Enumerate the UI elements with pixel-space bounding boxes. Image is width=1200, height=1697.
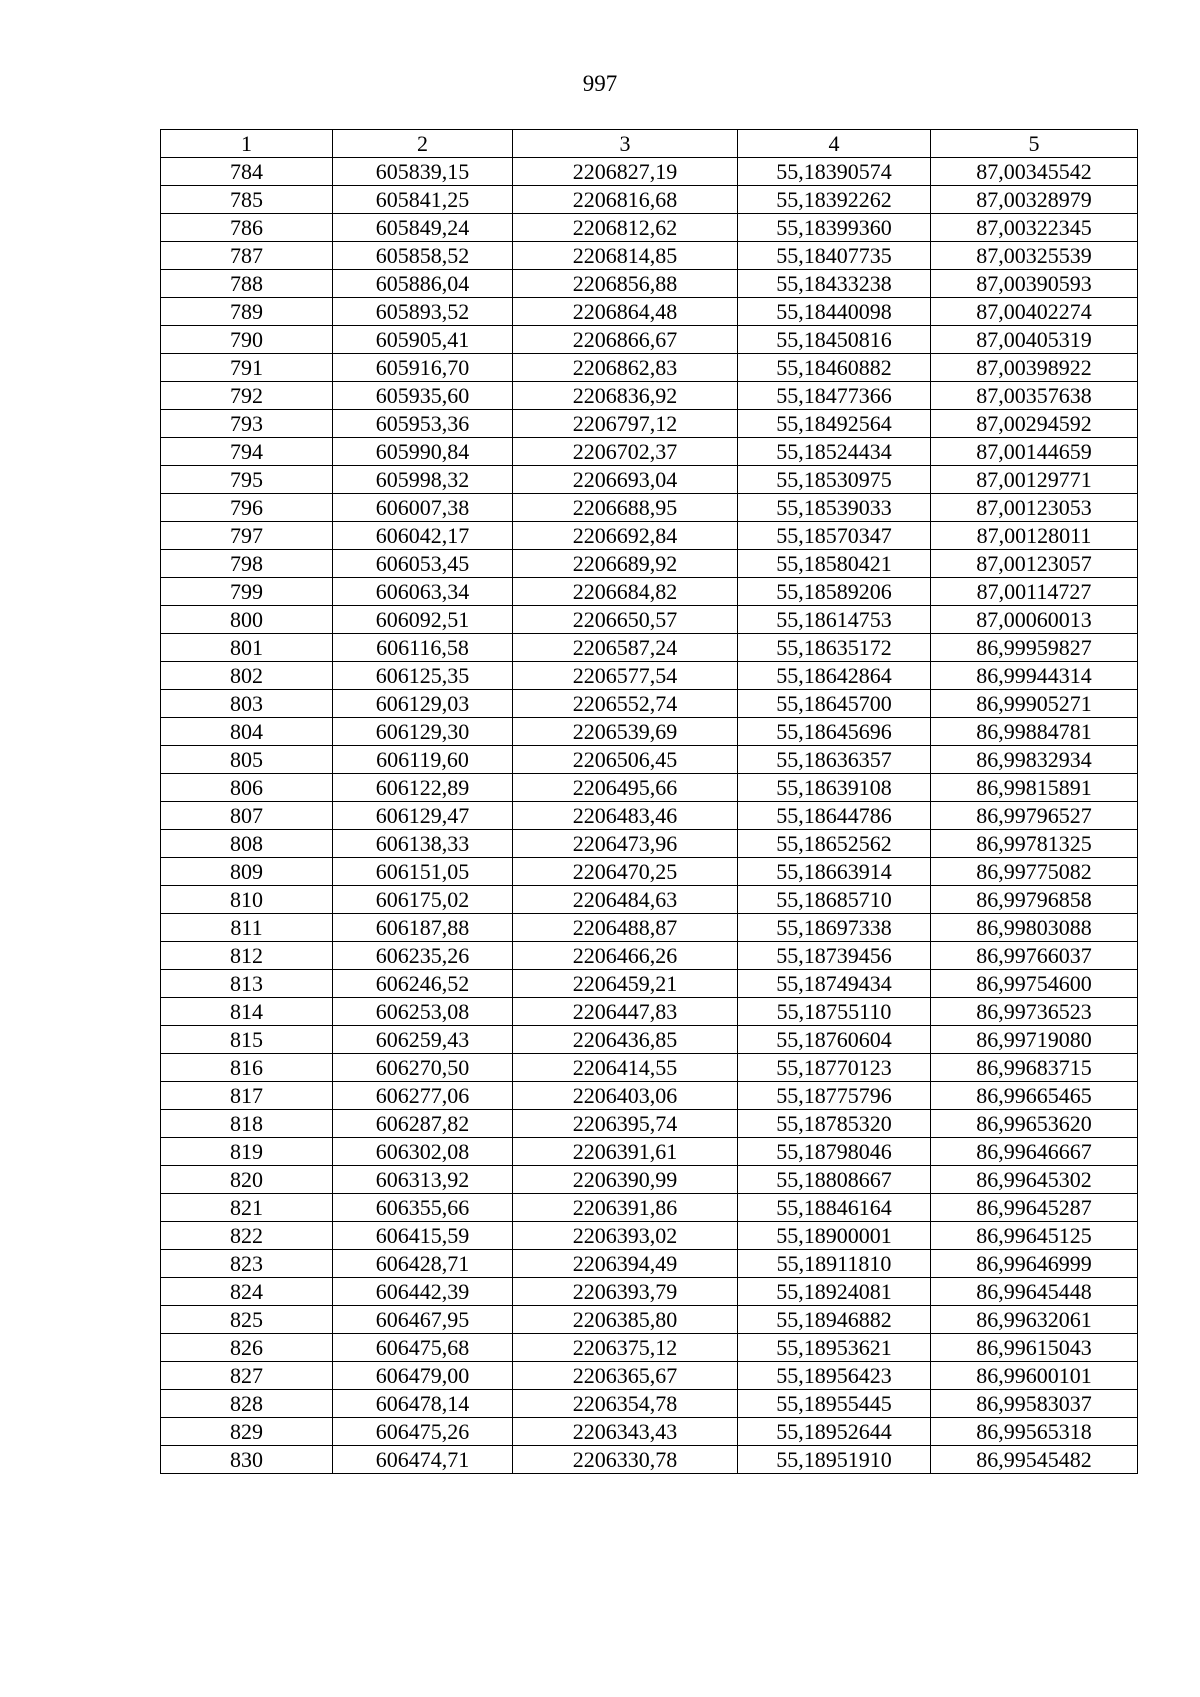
table-row (161, 634, 1138, 662)
table-cell-col-4: 55,18645700 (738, 690, 931, 718)
table-cell-col-3: 2206436,85 (513, 1026, 738, 1054)
table-cell-col-4: 55,18739456 (738, 942, 931, 970)
table-cell-col-3: 2206343,43 (513, 1418, 738, 1446)
table-row (161, 578, 1138, 606)
table-cell-col-5: 86,99781325 (931, 830, 1138, 858)
table-cell-col-5: 86,99832934 (931, 746, 1138, 774)
table-cell-col-1: 818 (161, 1110, 333, 1138)
table-cell-col-2: 606138,33 (333, 830, 513, 858)
table-cell-col-1: 805 (161, 746, 333, 774)
table-cell-col-5: 87,00128011 (931, 522, 1138, 550)
table-cell-col-1: 812 (161, 942, 333, 970)
table-cell-col-5: 86,99803088 (931, 914, 1138, 942)
table-cell-col-3: 2206394,49 (513, 1250, 738, 1278)
table-cell-col-3: 2206459,21 (513, 970, 738, 998)
table-cell-col-4: 55,18956423 (738, 1362, 931, 1390)
table-cell-col-3: 2206812,62 (513, 214, 738, 242)
table-cell-col-4: 55,18951910 (738, 1446, 931, 1474)
table-cell-col-1: 796 (161, 494, 333, 522)
table-cell-col-5: 86,99645287 (931, 1194, 1138, 1222)
table-cell-col-1: 807 (161, 802, 333, 830)
table-cell-col-1: 787 (161, 242, 333, 270)
table-cell-col-4: 55,18952644 (738, 1418, 931, 1446)
table-row (161, 970, 1138, 998)
table-body (161, 158, 1138, 1474)
table-row (161, 830, 1138, 858)
table-cell-col-5: 87,00114727 (931, 578, 1138, 606)
table-cell-col-2: 605905,41 (333, 326, 513, 354)
column-header-2: 2 (333, 130, 513, 158)
table-cell-col-1: 816 (161, 1054, 333, 1082)
table-cell-col-5: 86,99683715 (931, 1054, 1138, 1082)
table-cell-col-2: 606129,03 (333, 690, 513, 718)
table-cell-col-3: 2206391,61 (513, 1138, 738, 1166)
table-cell-col-4: 55,18749434 (738, 970, 931, 998)
table-cell-col-3: 2206483,46 (513, 802, 738, 830)
table-cell-col-5: 86,99615043 (931, 1334, 1138, 1362)
table-cell-col-1: 786 (161, 214, 333, 242)
table-row (161, 746, 1138, 774)
table-row (161, 690, 1138, 718)
table-row (161, 326, 1138, 354)
table-cell-col-2: 605953,36 (333, 410, 513, 438)
table-cell-col-2: 606125,35 (333, 662, 513, 690)
table-cell-col-1: 792 (161, 382, 333, 410)
table-cell-col-1: 795 (161, 466, 333, 494)
table-cell-col-5: 87,00325539 (931, 242, 1138, 270)
table-cell-col-5: 86,99944314 (931, 662, 1138, 690)
table-cell-col-1: 824 (161, 1278, 333, 1306)
table-cell-col-1: 789 (161, 298, 333, 326)
table-cell-col-3: 2206354,78 (513, 1390, 738, 1418)
table-cell-col-3: 2206862,83 (513, 354, 738, 382)
table-cell-col-2: 606042,17 (333, 522, 513, 550)
table-cell-col-4: 55,18524434 (738, 438, 931, 466)
table-row (161, 438, 1138, 466)
table-cell-col-3: 2206827,19 (513, 158, 738, 186)
table-cell-col-2: 606415,59 (333, 1222, 513, 1250)
table-cell-col-4: 55,18392262 (738, 186, 931, 214)
table-cell-col-5: 87,00322345 (931, 214, 1138, 242)
table-row (161, 522, 1138, 550)
table-cell-col-3: 2206539,69 (513, 718, 738, 746)
table-cell-col-5: 87,00060013 (931, 606, 1138, 634)
table-cell-col-1: 791 (161, 354, 333, 382)
table-row (161, 1166, 1138, 1194)
table-cell-col-4: 55,18924081 (738, 1278, 931, 1306)
table-cell-col-2: 606116,58 (333, 634, 513, 662)
table-cell-col-3: 2206816,68 (513, 186, 738, 214)
table-cell-col-5: 86,99646999 (931, 1250, 1138, 1278)
table-cell-col-3: 2206375,12 (513, 1334, 738, 1362)
table-cell-col-5: 87,00123057 (931, 550, 1138, 578)
table-cell-col-2: 605839,15 (333, 158, 513, 186)
table-row (161, 1194, 1138, 1222)
header-row (161, 130, 1138, 158)
table-cell-col-2: 606063,34 (333, 578, 513, 606)
table-cell-col-5: 86,99645302 (931, 1166, 1138, 1194)
table-cell-col-3: 2206650,57 (513, 606, 738, 634)
table-cell-col-2: 606479,00 (333, 1362, 513, 1390)
table-cell-col-2: 606129,30 (333, 718, 513, 746)
table-row (161, 886, 1138, 914)
table-cell-col-2: 606129,47 (333, 802, 513, 830)
table-row (161, 1418, 1138, 1446)
table-cell-col-4: 55,18440098 (738, 298, 931, 326)
table-cell-col-3: 2206385,80 (513, 1306, 738, 1334)
table-cell-col-4: 55,18808667 (738, 1166, 931, 1194)
table-cell-col-5: 87,00357638 (931, 382, 1138, 410)
table-cell-col-4: 55,18697338 (738, 914, 931, 942)
table-cell-col-4: 55,18645696 (738, 718, 931, 746)
table-cell-col-5: 87,00294592 (931, 410, 1138, 438)
table-cell-col-5: 86,99736523 (931, 998, 1138, 1026)
table-cell-col-2: 606277,06 (333, 1082, 513, 1110)
table-cell-col-3: 2206506,45 (513, 746, 738, 774)
table-cell-col-4: 55,18639108 (738, 774, 931, 802)
table-row (161, 718, 1138, 746)
table-row (161, 550, 1138, 578)
table-cell-col-2: 606119,60 (333, 746, 513, 774)
table-row (161, 606, 1138, 634)
table-cell-col-1: 806 (161, 774, 333, 802)
table-cell-col-4: 55,18570347 (738, 522, 931, 550)
table-row (161, 1110, 1138, 1138)
table-cell-col-1: 785 (161, 186, 333, 214)
table-cell-col-1: 790 (161, 326, 333, 354)
table-cell-col-5: 87,00328979 (931, 186, 1138, 214)
table-cell-col-2: 605858,52 (333, 242, 513, 270)
table-row (161, 1222, 1138, 1250)
table-cell-col-4: 55,18755110 (738, 998, 931, 1026)
table-cell-col-1: 798 (161, 550, 333, 578)
table-cell-col-3: 2206688,95 (513, 494, 738, 522)
table-cell-col-2: 606270,50 (333, 1054, 513, 1082)
table-cell-col-1: 825 (161, 1306, 333, 1334)
table-cell-col-2: 606442,39 (333, 1278, 513, 1306)
column-header-3: 3 (513, 130, 738, 158)
table-cell-col-4: 55,18407735 (738, 242, 931, 270)
table-row (161, 466, 1138, 494)
table-row (161, 242, 1138, 270)
table-cell-col-5: 86,99600101 (931, 1362, 1138, 1390)
table-row (161, 1082, 1138, 1110)
table-cell-col-3: 2206495,66 (513, 774, 738, 802)
table-cell-col-2: 606475,26 (333, 1418, 513, 1446)
table-cell-col-2: 606122,89 (333, 774, 513, 802)
table-row (161, 1278, 1138, 1306)
table-cell-col-5: 86,99653620 (931, 1110, 1138, 1138)
table-cell-col-3: 2206393,02 (513, 1222, 738, 1250)
table-cell-col-1: 814 (161, 998, 333, 1026)
table-cell-col-5: 86,99884781 (931, 718, 1138, 746)
table-cell-col-2: 606467,95 (333, 1306, 513, 1334)
table-cell-col-1: 821 (161, 1194, 333, 1222)
table-row (161, 942, 1138, 970)
table-cell-col-3: 2206395,74 (513, 1110, 738, 1138)
table-cell-col-5: 86,99565318 (931, 1418, 1138, 1446)
table-cell-col-4: 55,18539033 (738, 494, 931, 522)
table-cell-col-4: 55,18460882 (738, 354, 931, 382)
table-row (161, 298, 1138, 326)
table-cell-col-1: 815 (161, 1026, 333, 1054)
table-cell-col-1: 797 (161, 522, 333, 550)
table-cell-col-4: 55,18530975 (738, 466, 931, 494)
table-cell-col-4: 55,18785320 (738, 1110, 931, 1138)
table-row (161, 998, 1138, 1026)
table-row (161, 1250, 1138, 1278)
table-cell-col-2: 606355,66 (333, 1194, 513, 1222)
table-cell-col-3: 2206864,48 (513, 298, 738, 326)
table-cell-col-2: 606478,14 (333, 1390, 513, 1418)
table-cell-col-5: 87,00345542 (931, 158, 1138, 186)
table-cell-col-5: 86,99719080 (931, 1026, 1138, 1054)
table-row (161, 662, 1138, 690)
table-cell-col-1: 809 (161, 858, 333, 886)
table-cell-col-5: 87,00405319 (931, 326, 1138, 354)
table-cell-col-5: 86,99815891 (931, 774, 1138, 802)
table-cell-col-3: 2206403,06 (513, 1082, 738, 1110)
table-cell-col-3: 2206473,96 (513, 830, 738, 858)
table-cell-col-2: 606007,38 (333, 494, 513, 522)
table-cell-col-2: 606253,08 (333, 998, 513, 1026)
table-cell-col-4: 55,18652562 (738, 830, 931, 858)
table-cell-col-1: 803 (161, 690, 333, 718)
table-cell-col-4: 55,18798046 (738, 1138, 931, 1166)
table-cell-col-3: 2206393,79 (513, 1278, 738, 1306)
table-cell-col-2: 606287,82 (333, 1110, 513, 1138)
table-cell-col-5: 86,99796527 (931, 802, 1138, 830)
table-cell-col-1: 784 (161, 158, 333, 186)
table-row (161, 1390, 1138, 1418)
table-cell-col-1: 830 (161, 1446, 333, 1474)
table-row (161, 1306, 1138, 1334)
table-cell-col-3: 2206330,78 (513, 1446, 738, 1474)
table-cell-col-5: 86,99775082 (931, 858, 1138, 886)
table-cell-col-3: 2206836,92 (513, 382, 738, 410)
table-cell-col-3: 2206693,04 (513, 466, 738, 494)
table-cell-col-3: 2206797,12 (513, 410, 738, 438)
table-cell-col-2: 606151,05 (333, 858, 513, 886)
table-cell-col-5: 86,99545482 (931, 1446, 1138, 1474)
table-row (161, 1446, 1138, 1474)
table-cell-col-3: 2206552,74 (513, 690, 738, 718)
table-cell-col-3: 2206702,37 (513, 438, 738, 466)
table-cell-col-4: 55,18946882 (738, 1306, 931, 1334)
table-cell-col-4: 55,18636357 (738, 746, 931, 774)
table-cell-col-5: 87,00144659 (931, 438, 1138, 466)
table-cell-col-2: 605893,52 (333, 298, 513, 326)
column-header-1: 1 (161, 130, 333, 158)
table-cell-col-4: 55,18450816 (738, 326, 931, 354)
table-cell-col-1: 810 (161, 886, 333, 914)
table-row (161, 410, 1138, 438)
table-cell-col-4: 55,18663914 (738, 858, 931, 886)
table-row (161, 1054, 1138, 1082)
table-cell-col-1: 817 (161, 1082, 333, 1110)
table-cell-col-5: 87,00402274 (931, 298, 1138, 326)
table-cell-col-4: 55,18492564 (738, 410, 931, 438)
table-cell-col-1: 822 (161, 1222, 333, 1250)
table-row (161, 1138, 1138, 1166)
table-cell-col-4: 55,18760604 (738, 1026, 931, 1054)
table-row (161, 1334, 1138, 1362)
table-cell-col-5: 87,00390593 (931, 270, 1138, 298)
table-cell-col-4: 55,18846164 (738, 1194, 931, 1222)
table-cell-col-4: 55,18642864 (738, 662, 931, 690)
table-cell-col-4: 55,18770123 (738, 1054, 931, 1082)
table-cell-col-4: 55,18911810 (738, 1250, 931, 1278)
table-cell-col-5: 86,99959827 (931, 634, 1138, 662)
table-cell-col-1: 793 (161, 410, 333, 438)
table-cell-col-1: 800 (161, 606, 333, 634)
table-cell-col-4: 55,18775796 (738, 1082, 931, 1110)
table-row (161, 774, 1138, 802)
table-cell-col-2: 606246,52 (333, 970, 513, 998)
table-cell-col-4: 55,18685710 (738, 886, 931, 914)
table-cell-col-2: 606175,02 (333, 886, 513, 914)
table-row (161, 494, 1138, 522)
table-cell-col-3: 2206484,63 (513, 886, 738, 914)
table-header (161, 130, 1138, 158)
table-cell-col-2: 605841,25 (333, 186, 513, 214)
table-cell-col-1: 794 (161, 438, 333, 466)
table-cell-col-4: 55,18433238 (738, 270, 931, 298)
table-cell-col-4: 55,18390574 (738, 158, 931, 186)
table-cell-col-1: 799 (161, 578, 333, 606)
coordinates-table (160, 129, 1138, 1474)
table-cell-col-2: 606428,71 (333, 1250, 513, 1278)
table-cell-col-1: 813 (161, 970, 333, 998)
table-cell-col-3: 2206577,54 (513, 662, 738, 690)
table-cell-col-5: 86,99645125 (931, 1222, 1138, 1250)
table-cell-col-4: 55,18900001 (738, 1222, 931, 1250)
table-cell-col-5: 86,99796858 (931, 886, 1138, 914)
page-number: 997 (582, 71, 618, 96)
table-cell-col-5: 86,99583037 (931, 1390, 1138, 1418)
table-cell-col-3: 2206488,87 (513, 914, 738, 942)
table-cell-col-1: 819 (161, 1138, 333, 1166)
table-cell-col-2: 605990,84 (333, 438, 513, 466)
table-cell-col-1: 827 (161, 1362, 333, 1390)
table-cell-col-3: 2206814,85 (513, 242, 738, 270)
table-cell-col-2: 606313,92 (333, 1166, 513, 1194)
table-row (161, 158, 1138, 186)
table-cell-col-5: 86,99766037 (931, 942, 1138, 970)
table-cell-col-2: 605849,24 (333, 214, 513, 242)
table-cell-col-3: 2206692,84 (513, 522, 738, 550)
table-cell-col-2: 606302,08 (333, 1138, 513, 1166)
table-cell-col-1: 801 (161, 634, 333, 662)
table-cell-col-3: 2206466,26 (513, 942, 738, 970)
table-cell-col-2: 605998,32 (333, 466, 513, 494)
table-cell-col-4: 55,18399360 (738, 214, 931, 242)
table-cell-col-1: 820 (161, 1166, 333, 1194)
table-cell-col-1: 828 (161, 1390, 333, 1418)
table-cell-col-4: 55,18635172 (738, 634, 931, 662)
table-cell-col-2: 605916,70 (333, 354, 513, 382)
table-cell-col-2: 606092,51 (333, 606, 513, 634)
table-cell-col-5: 86,99665465 (931, 1082, 1138, 1110)
table-cell-col-1: 808 (161, 830, 333, 858)
table-cell-col-1: 826 (161, 1334, 333, 1362)
table-cell-col-4: 55,18644786 (738, 802, 931, 830)
table-cell-col-2: 605886,04 (333, 270, 513, 298)
table-cell-col-1: 802 (161, 662, 333, 690)
table-row (161, 1026, 1138, 1054)
table-row (161, 1362, 1138, 1390)
column-header-5: 5 (931, 130, 1138, 158)
table-cell-col-3: 2206391,86 (513, 1194, 738, 1222)
table-cell-col-1: 823 (161, 1250, 333, 1278)
table-row (161, 914, 1138, 942)
table-cell-col-3: 2206447,83 (513, 998, 738, 1026)
table-cell-col-5: 86,99645448 (931, 1278, 1138, 1306)
table-row (161, 214, 1138, 242)
table-cell-col-5: 87,00123053 (931, 494, 1138, 522)
table-row (161, 382, 1138, 410)
table-row (161, 354, 1138, 382)
table-cell-col-4: 55,18614753 (738, 606, 931, 634)
table-cell-col-4: 55,18953621 (738, 1334, 931, 1362)
table-cell-col-3: 2206414,55 (513, 1054, 738, 1082)
table-cell-col-2: 606259,43 (333, 1026, 513, 1054)
table-cell-col-4: 55,18477366 (738, 382, 931, 410)
table-cell-col-5: 87,00398922 (931, 354, 1138, 382)
table-cell-col-1: 804 (161, 718, 333, 746)
table-cell-col-5: 86,99905271 (931, 690, 1138, 718)
table-cell-col-4: 55,18580421 (738, 550, 931, 578)
table-cell-col-1: 829 (161, 1418, 333, 1446)
table-cell-col-2: 606053,45 (333, 550, 513, 578)
table-cell-col-3: 2206866,67 (513, 326, 738, 354)
table-cell-col-2: 606235,26 (333, 942, 513, 970)
table-cell-col-3: 2206587,24 (513, 634, 738, 662)
table-cell-col-5: 86,99632061 (931, 1306, 1138, 1334)
table-row (161, 186, 1138, 214)
table-cell-col-2: 606474,71 (333, 1446, 513, 1474)
table-cell-col-3: 2206470,25 (513, 858, 738, 886)
table-cell-col-2: 606475,68 (333, 1334, 513, 1362)
table-cell-col-1: 788 (161, 270, 333, 298)
table-cell-col-5: 86,99754600 (931, 970, 1138, 998)
table-cell-col-2: 606187,88 (333, 914, 513, 942)
table-cell-col-4: 55,18955445 (738, 1390, 931, 1418)
table-cell-col-3: 2206365,67 (513, 1362, 738, 1390)
table-cell-col-3: 2206689,92 (513, 550, 738, 578)
table-row (161, 802, 1138, 830)
table-cell-col-5: 87,00129771 (931, 466, 1138, 494)
column-header-4: 4 (738, 130, 931, 158)
table-row (161, 270, 1138, 298)
table-cell-col-3: 2206390,99 (513, 1166, 738, 1194)
table-cell-col-4: 55,18589206 (738, 578, 931, 606)
table-cell-col-1: 811 (161, 914, 333, 942)
table-cell-col-3: 2206856,88 (513, 270, 738, 298)
table-cell-col-5: 86,99646667 (931, 1138, 1138, 1166)
table-cell-col-3: 2206684,82 (513, 578, 738, 606)
table-cell-col-2: 605935,60 (333, 382, 513, 410)
table-row (161, 858, 1138, 886)
